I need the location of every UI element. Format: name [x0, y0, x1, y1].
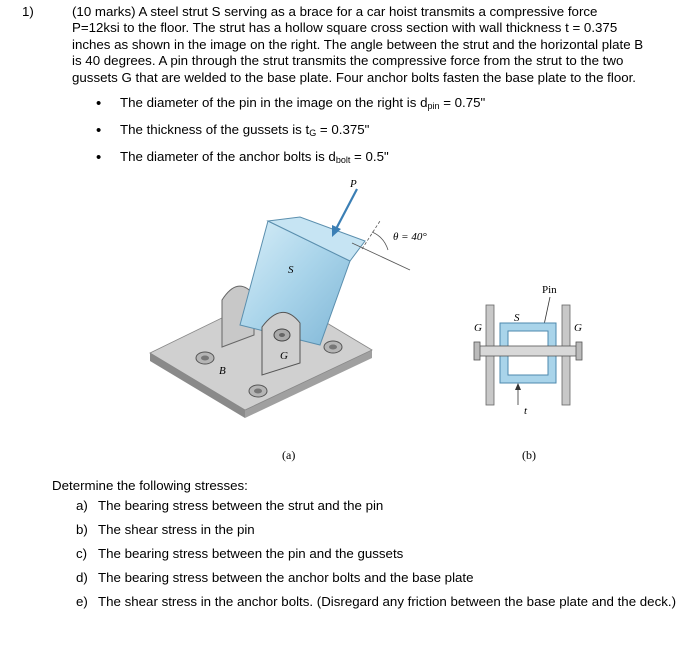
- question-item: a) The bearing stress between the strut and the pin: [76, 498, 384, 513]
- problem-statement: [10, 4, 690, 86]
- caption-b: (b): [522, 448, 536, 462]
- pin-shaft: [478, 346, 578, 356]
- problem-line: (10 marks) A steel strut S serving as a brace for a car hoist transmits a compressive force: [72, 4, 598, 19]
- force-arrow: [336, 189, 357, 229]
- question-item: d) The bearing stress between the anchor bolts and the base plate: [76, 570, 474, 585]
- anchor-bolt: [196, 352, 214, 364]
- problem-line: is 40 degrees. A pin through the strut transmits the compressive force from the strut to the two: [72, 53, 624, 69]
- label-s-b: S: [514, 312, 520, 324]
- label-t: t: [524, 405, 528, 417]
- horizontal-reference: [352, 243, 410, 270]
- label-p: P: [350, 178, 357, 190]
- figure: [0, 175, 700, 475]
- label-theta: θ = 40°: [393, 231, 427, 243]
- question-item: b) The shear stress in the pin: [76, 522, 255, 537]
- label-g: G: [280, 350, 288, 362]
- bullet-dot: •: [96, 149, 102, 166]
- pin-nut: [576, 342, 582, 360]
- label-pin: Pin: [542, 284, 557, 296]
- pin-head: [474, 342, 480, 360]
- label-g-right: G: [574, 322, 582, 334]
- bullet-dot: •: [96, 95, 102, 112]
- label-g-left: G: [474, 322, 482, 334]
- given-item: • The diameter of the pin in the image on the right is $d_{pin} = 0.75$": [96, 95, 486, 112]
- angle-arc: [372, 232, 388, 250]
- problem-text: [72, 4, 684, 86]
- problem-line: P=12ksi to the floor. The strut has a hollow square cross section with wall thickness t = 0.375: [72, 20, 618, 36]
- given-item: • The diameter of the anchor bolts is $d_{bolt} = 0.5$": [96, 149, 389, 166]
- anchor-bolt: [324, 341, 342, 353]
- strut-diagram: [0, 175, 700, 475]
- caption-a: (a): [282, 448, 296, 462]
- problem-number: 1): [22, 4, 34, 19]
- given-item: • The thickness of the gussets is $t_G = 0.375$": [96, 122, 370, 139]
- question-item: c) The bearing stress between the pin and the gussets: [76, 546, 404, 561]
- bullet-dot: •: [96, 122, 102, 139]
- thickness-arrowhead: [515, 383, 521, 390]
- problem-line: inches as shown in the image on the right. The angle between the strut and the horizontal plate B: [72, 36, 644, 52]
- label-b: B: [219, 365, 226, 377]
- label-s: S: [288, 264, 294, 276]
- given-list: [96, 95, 485, 176]
- anchor-bolt: [249, 385, 267, 397]
- determine-heading: Determine the following stresses:: [52, 478, 248, 493]
- pin: [274, 329, 290, 341]
- question-list: [76, 498, 676, 618]
- question-item: e) The shear stress in the anchor bolts. (Disregard any friction between the base plate and the deck.): [76, 594, 676, 609]
- problem-line: gussets G that are welded to the base plate. Four anchor bolts fasten the base plate to the floor.: [72, 69, 636, 85]
